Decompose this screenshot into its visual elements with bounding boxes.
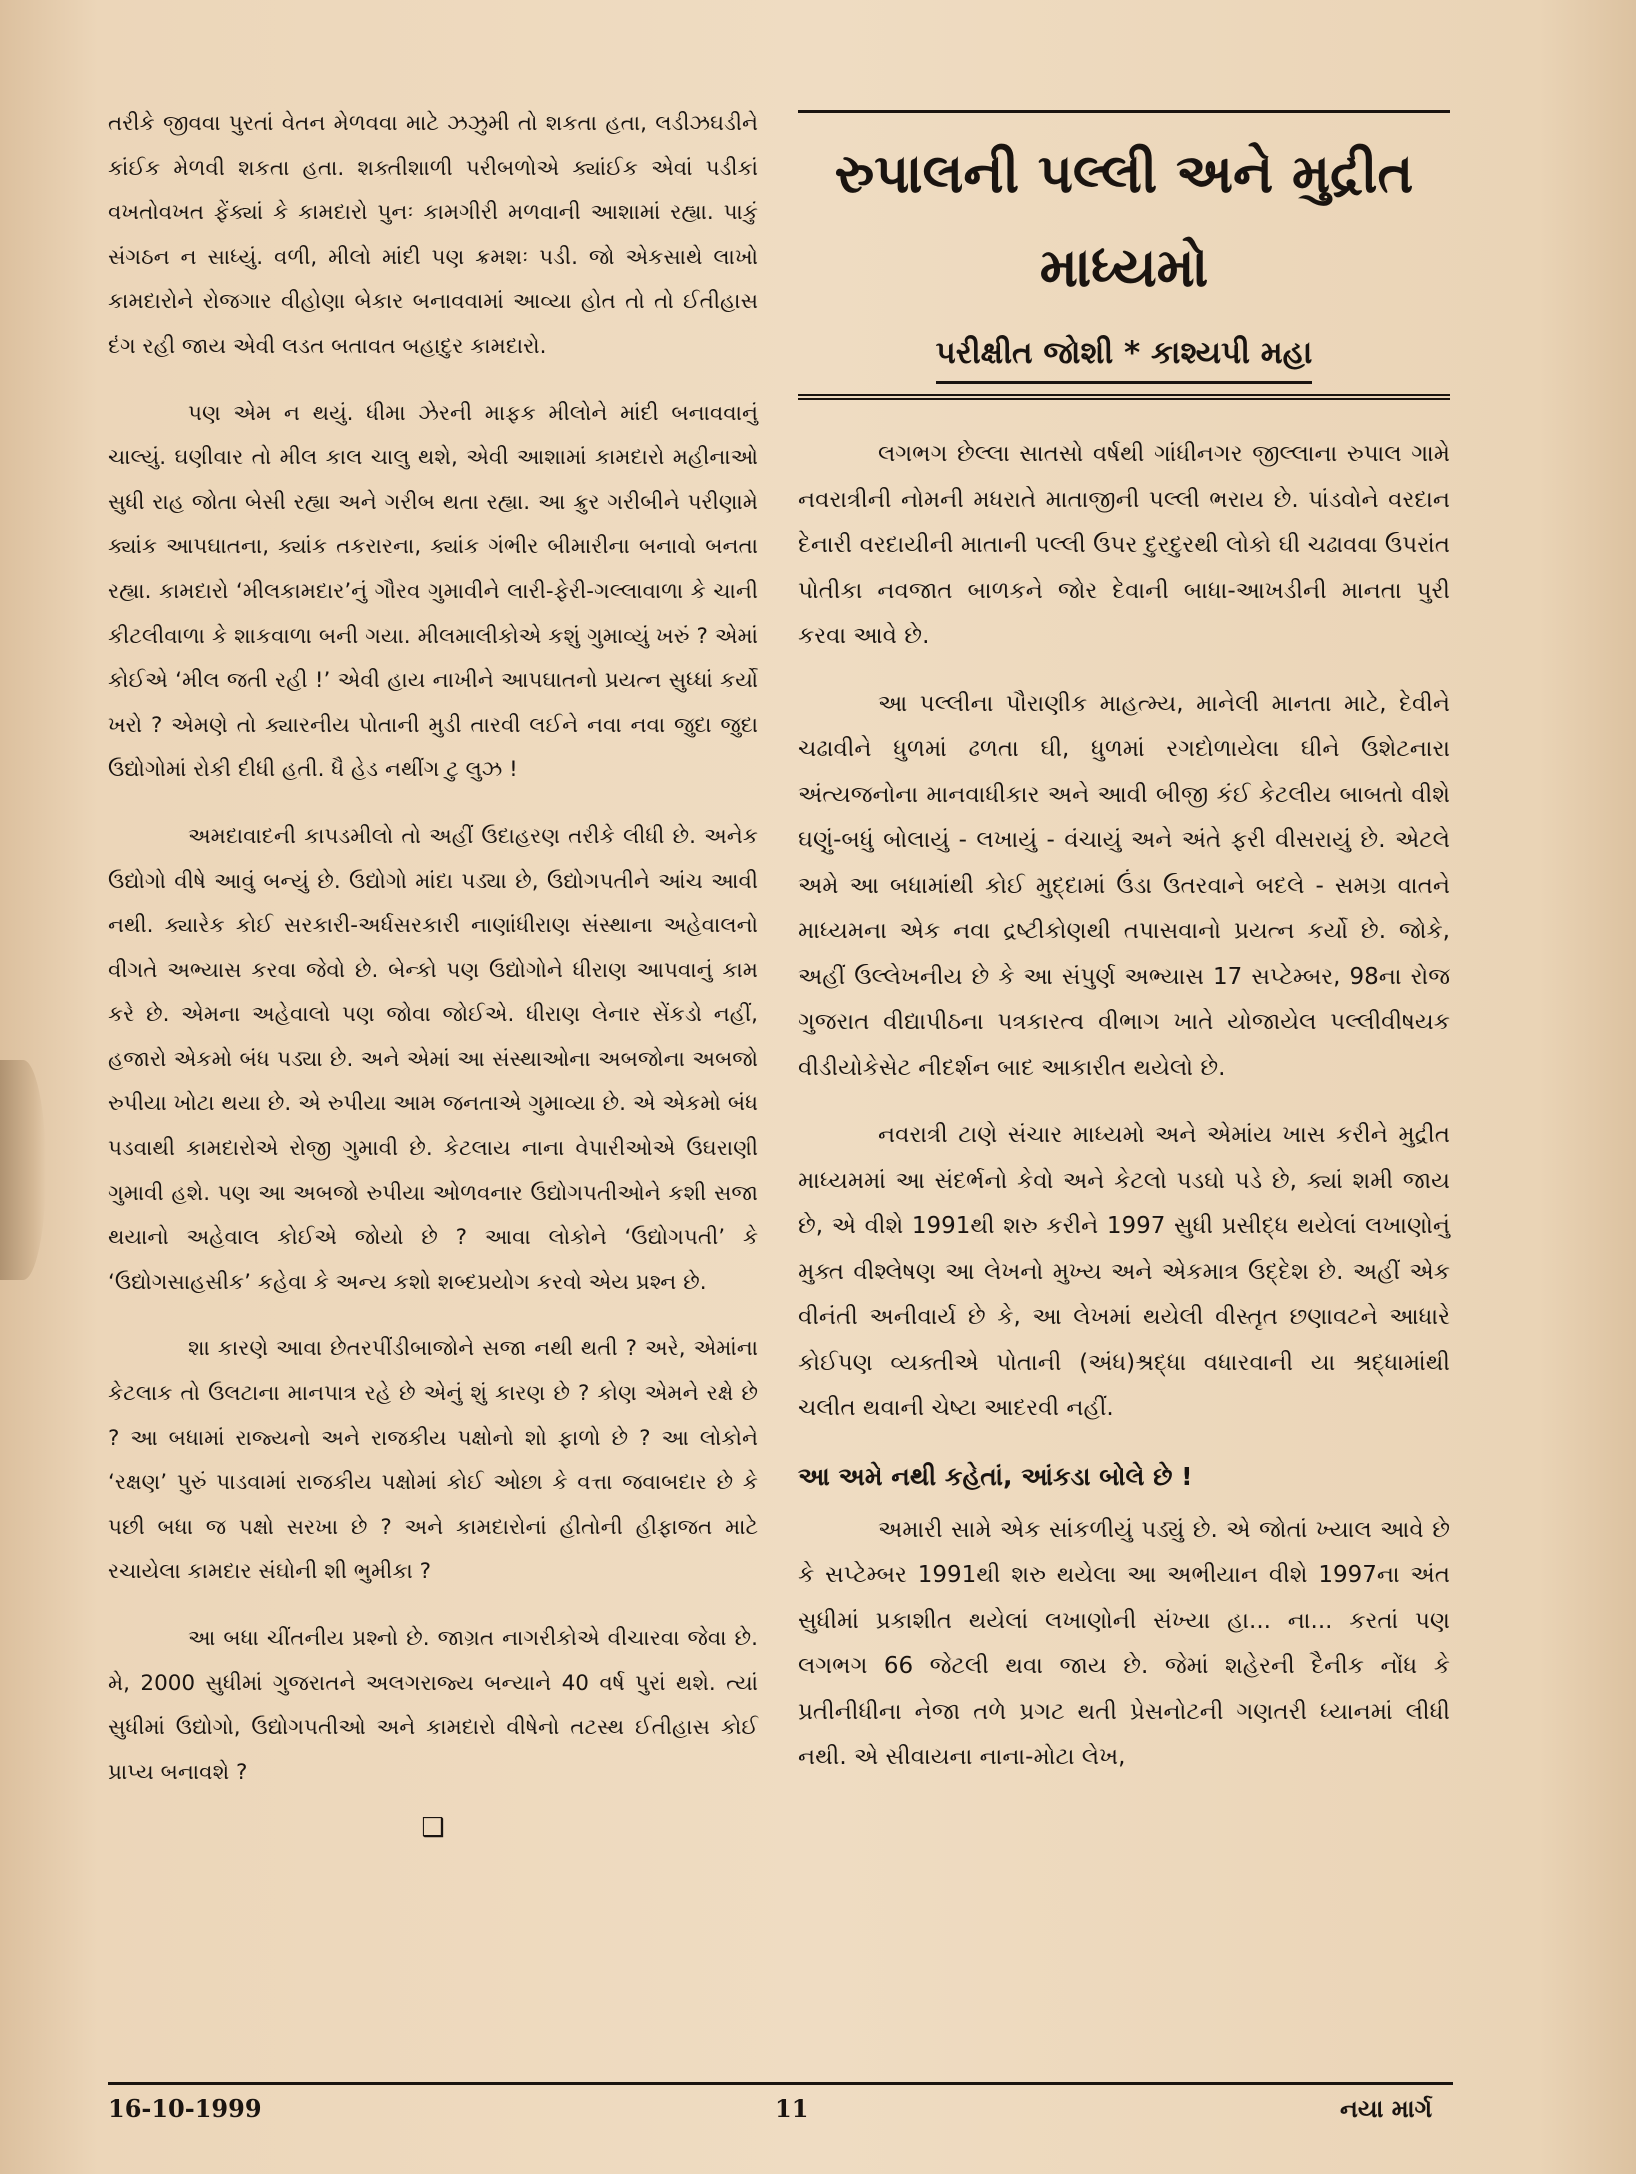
right-paragraph-2: આ પલ્લીના પૌરાણીક માહત્મ્ય, માનેલી માનતા માટે, દેવીને ચઢાવીને ધુળમાં ઢળતા ઘી, ધુળમાં રગદોળાયેલા ઘીને ઉશેટનારા અંત્યજનોના માનવાધીકાર અને આવી બીજી કંઈ કેટલીય બાબતો વીશે ઘણું-બધું બોલાયું - લખાયું - વંચાયું અને અંતે ફરી વીસરાયું છે. એટલે અમે આ બધામાંથી કોઈ મુદ્દામાં ઉંડા ઉતરવાને બદલે - સમગ્ર વાતને માધ્યમના એક નવા દ્રષ્ટીકોણથી તપાસવાનો પ્રયત્ન કર્યો છે. જોકે, અહીં ઉલ્લેખનીય છે કે આ સંપુર્ણ અભ્યાસ 17 સપ્ટેમ્બર, 98ના રોજ ગુજરાત વીદ્યાપીઠના પત્રકારત્વ વીભાગ ખાતે યોજાયેલ પલ્લીવીષયક વીડીયોકેસેટ નીદર્શન બાદ આકારીત થયેલો છે.: [798, 690, 1450, 1081]
article-authors: પરીક્ષીત જોશી * કાશ્યપી મહા: [936, 329, 1313, 384]
end-of-article-mark: ❑: [421, 1813, 445, 1844]
article-header: [798, 110, 1450, 400]
right-column: [798, 110, 1450, 1803]
left-column: [108, 102, 758, 1843]
article-title-line-2: માધ્યમો: [1039, 236, 1209, 299]
left-paragraph-1: તરીકે જીવવા પુરતાં વેતન મેળવવા માટે ઝઝુમી તો શકતા હતા, લડીઝઘડીને કાંઈક મેળવી શકતા હતા. શક્તીશાળી પરીબળોએ ક્યાંઈક એવાં પડીકાં વખતોવખત ફેંક્યાં કે કામદારો પુનઃ કામગીરી મળવાની આશામાં રહ્યા. પાકું સંગઠન ન સાધ્યું. વળી, મીલો માંદી પણ ક્રમશઃ પડી. જો એકસાથે લાખો કામદારોને રોજગાર વીહોણા બેકાર બનાવવામાં આવ્યા હોત તો તો ઈતીહાસ દંગ રહી જાય એવી લડત બતાવત બહાદુર કામદારો.: [108, 111, 758, 359]
article-title-line-1: રુપાલની પલ્લી અને મુદ્રીત: [834, 142, 1414, 205]
footer-page-number: 11: [775, 2094, 809, 2123]
left-paragraph-2: પણ એમ ન થયું. ધીમા ઝેરની માફક મીલોને માંદી બનાવવાનું ચાલ્યું. ઘણીવાર તો મીલ કાલ ચાલુ થશે, એવી આશામાં કામદારો મહીનાઓ સુધી રાહ જોતા બેસી રહ્યા અને ગરીબ થતા રહ્યા. આ ક્રુર ગરીબીને પરીણામે ક્યાંક આપઘાતના, ક્યાંક તકરારના, ક્યાંક ગંભીર બીમારીના બનાવો બનતા રહ્યા. કામદારો ‘મીલકામદાર’નું ગૌરવ ગુમાવીને લારી-ફેરી-ગલ્લાવાળા કે ચાની કીટલીવાળા કે શાકવાળા બની ગયા. મીલમાલીકોએ કશું ગુમાવ્યું ખરું ? એમાં કોઈએ ‘મીલ જતી રહી !’ એવી હાય નાખીને આપઘાતનો પ્રયત્ન સુધ્ધાં કર્યો ખરો ? એમણે તો ક્યારનીય પોતાની મુડી તારવી લઈને નવા નવા જુદા જુદા ઉદ્યોગોમાં રોકી દીધી હતી. ધૈ હેડ નથીંગ ટુ લુઝ !: [108, 400, 758, 783]
torn-edge: [0, 1060, 46, 1280]
left-paragraph-3: અમદાવાદની કાપડમીલો તો અહીં ઉદાહરણ તરીકે લીધી છે. અનેક ઉદ્યોગો વીષે આવું બન્યું છે. ઉદ્યોગો માંદા પડ્યા છે, ઉદ્યોગપતીને આંચ આવી નથી. ક્યારેક કોઈ સરકારી-અર્ધસરકારી નાણાંધીરાણ સંસ્થાના અહેવાલનો વીગતે અભ્યાસ કરવા જેવો છે. બેન્કો પણ ઉદ્યોગોને ધીરાણ આપવાનું કામ કરે છે. એમના અહેવાલો પણ જોવા જોઈએ. ધીરાણ લેનાર સેંકડો નહીં, હજારો એકમો બંધ પડ્યા છે. અને એમાં આ સંસ્થાઓના અબજોના અબજો રુપીયા ખોટા થયા છે. એ રુપીયા આમ જનતાએ ગુમાવ્યા છે. એ એકમો બંધ પડવાથી કામદારોએ રોજી ગુમાવી છે. કેટલાય નાના વેપારીઓએ ઉઘરાણી ગુમાવી હશે. પણ આ અબજો રુપીયા ઓળવનાર ઉદ્યોગપતીઓને કશી સજા થયાનો અહેવાલ કોઈએ જોયો છે ? આવા લોકોને ‘ઉદ્યોગપતી’ કે ‘ઉદ્યોગસાહસીક’ કહેવા કે અન્ય કશો શબ્દપ્રયોગ કરવો એય પ્રશ્ન છે.: [108, 823, 758, 1295]
footer-publication-name: નયા માર્ગ: [1340, 2094, 1433, 2123]
footer-rule: [108, 2082, 1453, 2085]
section-subheading: આ અમે નથી કહેતાં, આંકડા બોલે છે !: [798, 1461, 1193, 1491]
footer-date: 16-10-1999: [108, 2094, 262, 2123]
right-paragraph-1: લગભગ છેલ્લા સાતસો વર્ષથી ગાંધીનગર જીલ્લાના રુપાલ ગામે નવરાત્રીની નોમની મધરાતે માતાજીની પલ્લી ભરાય છે. પાંડવોને વરદાન દેનારી વરદાયીની માતાની પલ્લી ઉપર દુરદુરથી લોકો ઘી ચઢાવવા ઉપરાંત પોતીકા નવજાત બાળકને જોર દેવાની બાધા-આખડીની માનતા પુરી કરવા આવે છે.: [798, 441, 1450, 649]
right-paragraph-4: અમારી સામે એક સાંકળીયું પડ્યું છે. એ જોતાં ખ્યાલ આવે છે કે સપ્ટેમ્બર 1991થી શરુ થયેલા આ અભીયાન વીશે 1997ના અંત સુધીમાં પ્રકાશીત થયેલાં લખાણોની સંખ્યા હા... ના... કરતાં પણ લગભગ 66 જેટલી થવા જાય છે. જેમાં શહેરની દૈનીક નોંધ કે પ્રતીનીધીના નેજા તળે પ્રગટ થતી પ્રેસનોટની ગણતરી ધ્યાનમાં લીધી નથી. એ સીવાયના નાના-મોટા લેખ,: [798, 1516, 1450, 1770]
right-paragraph-3: નવરાત્રી ટાણે સંચાર માધ્યમો અને એમાંય ખાસ કરીને મુદ્રીત માધ્યમમાં આ સંદર્ભનો કેવો અને કેટલો પડઘો પડે છે, ક્યાં શમી જાય છે, એ વીશે 1991થી શરુ કરીને 1997 સુધી પ્રસીદ્ધ થયેલાં લખાણોનું મુક્ત વીશ્લેષણ આ લેખનો મુખ્ય અને એકમાત્ર ઉદ્દેશ છે. અહીં એક વીનંતી અનીવાર્ય છે કે, આ લેખમાં થયેલી વીસ્તૃત છણાવટને આધારે કોઈપણ વ્યક્તીએ પોતાની (અંધ)શ્રદ્ધા વધારવાની યા શ્રદ્ધામાંથી ચલીત થવાની ચેષ્ટા આદરવી નહીં.: [798, 1122, 1450, 1421]
left-paragraph-5: આ બધા ચીંતનીય પ્રશ્નો છે. જાગ્રત નાગરીકોએ વીચારવા જેવા છે. મે, 2000 સુધીમાં ગુજરાતને અલગરાજ્ય બન્યાને 40 વર્ષ પુરાં થશે. ત્યાં સુધીમાં ઉદ્યોગો, ઉદ્યોગપતીઓ અને કામદારો વીષેનો તટસ્થ ઈતીહાસ કોઈ પ્રાપ્ય બનાવશે ?: [108, 1626, 758, 1785]
left-paragraph-4: શા કારણે આવા છેતરપીંડીબાજોને સજા નથી થતી ? અરે, એમાંના કેટલાક તો ઉલટાના માનપાત્ર રહે છે એનું શું કારણ છે ? કોણ એમને રક્ષે છે ? આ બધામાં રાજ્યનો અને રાજકીય પક્ષોનો શો ફાળો છે ? આ લોકોને ‘રક્ષણ’ પુરું પાડવામાં રાજકીય પક્ષોમાં કોઈ ઓછા કે વત્તા જવાબદાર છે કે પછી બધા જ પક્ષો સરખા છે ? અને કામદારોનાં હીતોની હીફાજત માટે રચાયેલા કામદાર સંઘોની શી ભુમીકા ?: [108, 1336, 758, 1585]
